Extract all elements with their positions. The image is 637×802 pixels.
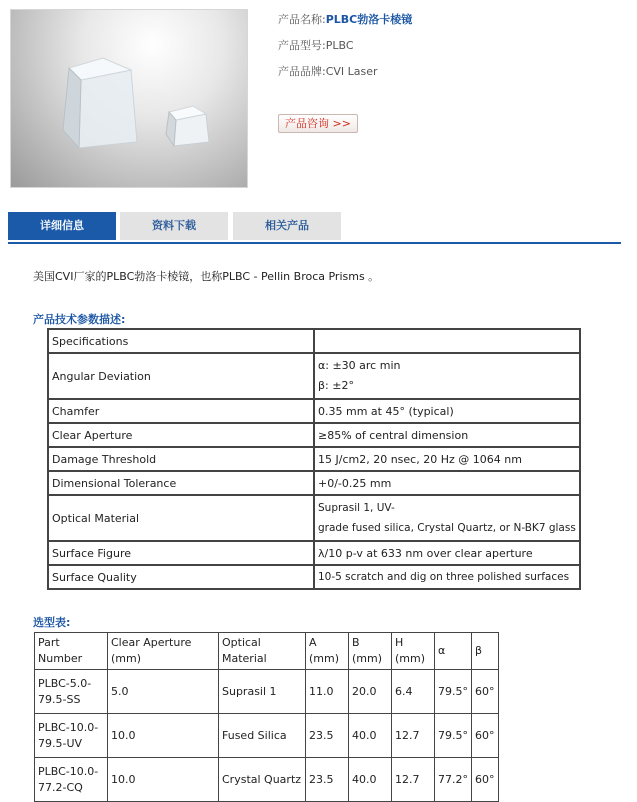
intro-text: 美国CVI厂家的PLBC勃洛卡棱镜，也称PLBC - Pellin Broca Prisms 。 <box>33 270 380 283</box>
spec-value: λ/10 p-v at 633 nm over clear aperture <box>314 541 580 565</box>
clear-aperture-cell: 5.0 <box>108 670 219 714</box>
spec-value-line: Suprasil 1, UV- <box>318 502 395 514</box>
h-cell: 6.4 <box>392 670 435 714</box>
beta-cell: 60° <box>472 758 499 802</box>
spec-key: Angular Deviation <box>48 353 314 399</box>
h-cell: 12.7 <box>392 758 435 802</box>
table-row <box>48 399 580 423</box>
tab-related[interactable]: 相关产品 <box>233 212 341 240</box>
alpha-cell: 79.5° <box>435 714 472 758</box>
beta-cell: 60° <box>472 670 499 714</box>
table-row <box>35 670 499 714</box>
product-model-row <box>278 38 412 64</box>
spec-value-line: grade fused silica, Crystal Quartz, or N-BK7 glass <box>318 522 576 534</box>
a-cell: 23.5 <box>306 714 349 758</box>
spec-key: Dimensional Tolerance <box>48 471 314 495</box>
column-header: H (mm) <box>392 633 435 670</box>
product-name-value: PLBC勃洛卡棱镜 <box>325 13 413 26</box>
table-header-row <box>35 633 499 670</box>
product-name-label: 产品名称: <box>278 13 326 26</box>
product-model-label: 产品型号: <box>278 39 326 52</box>
tab-details[interactable]: 详细信息 <box>8 212 116 240</box>
selection-table <box>34 632 499 802</box>
table-row <box>48 353 580 399</box>
table-row <box>48 471 580 495</box>
clear-aperture-cell: 10.0 <box>108 714 219 758</box>
spec-key: Surface Quality <box>48 565 314 589</box>
column-header: Optical Material <box>219 633 306 670</box>
a-cell: 11.0 <box>306 670 349 714</box>
table-row <box>48 495 580 541</box>
spec-value: 10-5 scratch and dig on three polished surfaces <box>314 565 580 589</box>
part-number-line: 79.5-SS <box>38 692 81 706</box>
b-cell: 40.0 <box>349 714 392 758</box>
part-number-line: 77.2-CQ <box>38 780 83 794</box>
column-header: A (mm) <box>306 633 349 670</box>
part-number-cell <box>35 714 108 758</box>
material-cell: Suprasil 1 <box>219 670 306 714</box>
material-cell: Fused Silica <box>219 714 306 758</box>
spec-value <box>314 353 580 399</box>
alpha-cell: 77.2° <box>435 758 472 802</box>
material-cell: Crystal Quartz <box>219 758 306 802</box>
spec-value: +0/-0.25 mm <box>314 471 580 495</box>
spec-value: 0.35 mm at 45° (typical) <box>314 399 580 423</box>
column-header: Clear Aperture (mm) <box>108 633 219 670</box>
consult-button[interactable]: 产品咨询 >> <box>278 114 358 133</box>
spec-value-line: α: ±30 arc min <box>318 359 401 372</box>
column-header: β <box>472 633 499 670</box>
a-cell: 23.5 <box>306 758 349 802</box>
beta-cell: 60° <box>472 714 499 758</box>
spec-key: Specifications <box>48 329 314 353</box>
spec-title: 产品技术参数描述: <box>33 313 126 326</box>
product-brand-label: 产品品牌: <box>278 65 326 78</box>
table-row <box>48 447 580 471</box>
product-info <box>278 12 412 90</box>
table-row <box>48 565 580 589</box>
select-title: 选型表: <box>33 616 71 629</box>
b-cell: 20.0 <box>349 670 392 714</box>
spec-value <box>314 495 580 541</box>
spec-value: 15 J/cm2, 20 nsec, 20 Hz @ 1064 nm <box>314 447 580 471</box>
alpha-cell: 79.5° <box>435 670 472 714</box>
product-brand-value: CVI Laser <box>325 65 378 78</box>
spec-key: Chamfer <box>48 399 314 423</box>
table-row <box>35 714 499 758</box>
product-name-row <box>278 12 412 38</box>
table-row <box>48 329 580 353</box>
spec-value <box>314 329 580 353</box>
part-number-line: PLBC-10.0- <box>38 764 99 778</box>
column-header: α <box>435 633 472 670</box>
column-header: Part Number <box>35 633 108 670</box>
product-photo <box>10 9 248 188</box>
product-brand-row <box>278 64 412 90</box>
product-model-value: PLBC <box>325 39 354 52</box>
spec-table <box>47 328 581 590</box>
spec-key: Optical Material <box>48 495 314 541</box>
clear-aperture-cell: 10.0 <box>108 758 219 802</box>
part-number-line: PLBC-10.0- <box>38 720 99 734</box>
spec-value-line: β: ±2° <box>318 379 354 392</box>
b-cell: 40.0 <box>349 758 392 802</box>
h-cell: 12.7 <box>392 714 435 758</box>
spec-value: ≥85% of central dimension <box>314 423 580 447</box>
part-number-cell <box>35 670 108 714</box>
tab-downloads[interactable]: 资料下载 <box>120 212 228 240</box>
column-header: B (mm) <box>349 633 392 670</box>
part-number-line: PLBC-5.0- <box>38 676 92 690</box>
spec-key: Clear Aperture <box>48 423 314 447</box>
spec-key: Damage Threshold <box>48 447 314 471</box>
part-number-line: 79.5-UV <box>38 736 83 750</box>
spec-key: Surface Figure <box>48 541 314 565</box>
table-row <box>48 541 580 565</box>
tab-bar <box>8 212 621 244</box>
table-row <box>48 423 580 447</box>
